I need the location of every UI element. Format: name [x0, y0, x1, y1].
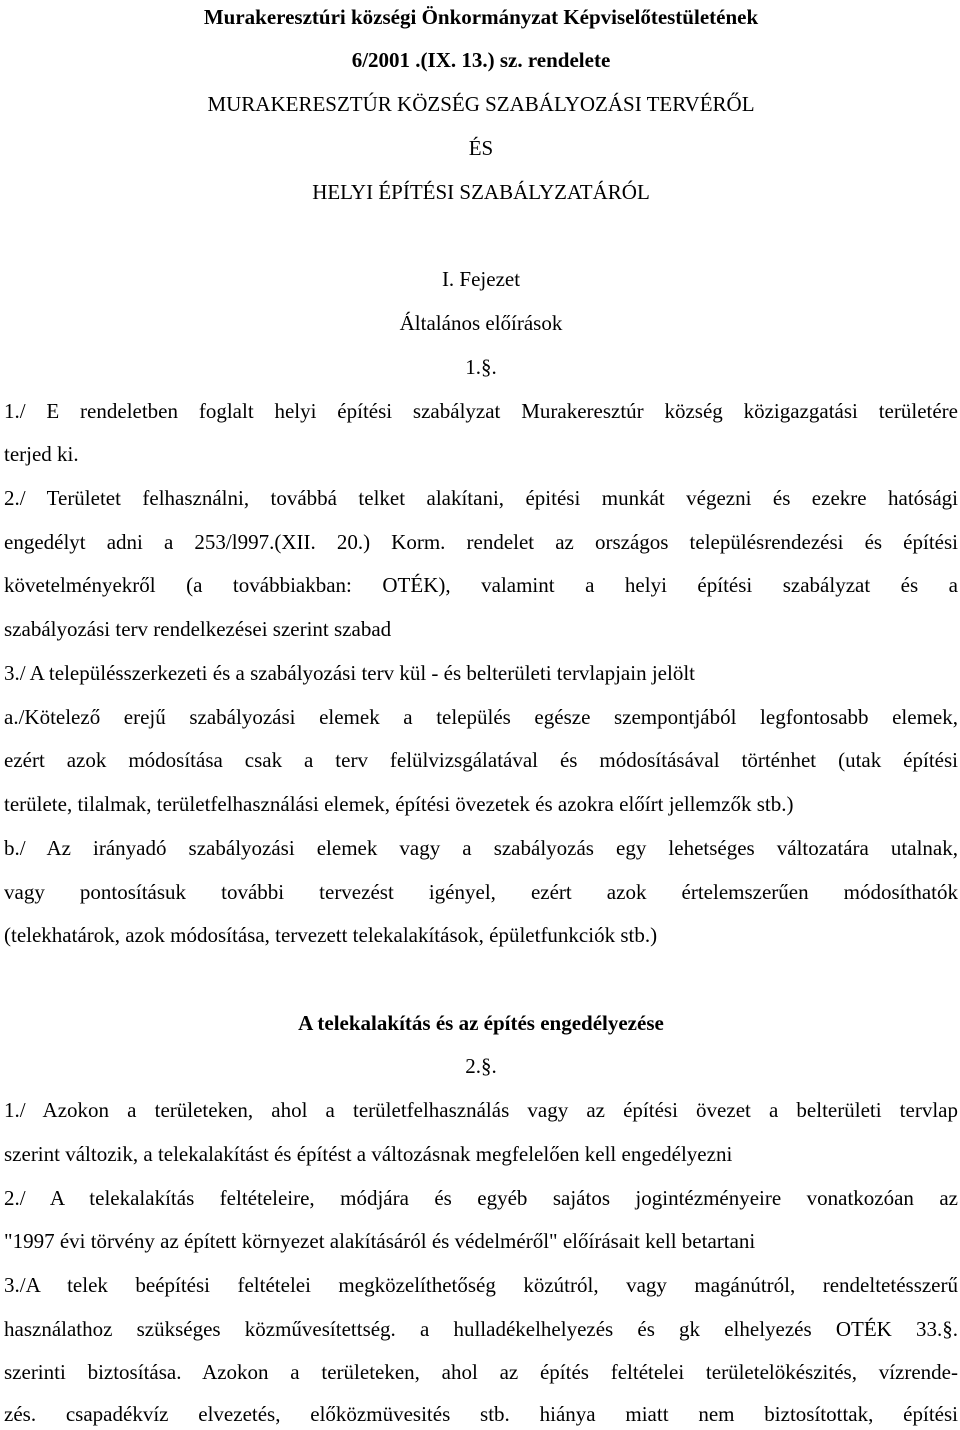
paragraph-line: 1./ E rendeletben foglalt helyi építési szabályzat Murakeresztúr község közigazgatási területére — [4, 399, 958, 423]
chapter-subtitle: A telekalakítás és az építés engedélyezése — [298, 1011, 664, 1035]
paragraph-line: 1./ Azokon a területeken, ahol a területfelhasználás vagy az építési övezet a belterületi tervlap — [4, 1098, 958, 1122]
header-title-line3: HELYI ÉPÍTÉSI SZABÁLYZATÁRÓL — [312, 180, 650, 204]
paragraph-line: zés. csapadékvíz elvezetés, előközmüvesités stb. hiánya miatt nem biztosítottak, építési — [4, 1402, 958, 1426]
header-title-line1: MURAKERESZTÚR KÖZSÉG SZABÁLYOZÁSI TERVÉRŐL — [207, 92, 755, 116]
header-authority: Murakeresztúri községi Önkormányzat Képviselőtestületének — [203, 5, 759, 29]
header-decree-number: 6/2001 .(IX. 13.) sz. rendelete — [351, 48, 611, 72]
paragraph-line: 2./ Területet felhasználni, továbbá telket alakítani, épitési munkát végezni és ezekre hatósági — [4, 486, 958, 510]
chapter-number: I. Fejezet — [441, 267, 521, 291]
paragraph-line: szerint változik, a telekalakítást és építést a változásnak megfelelően kell engedélyezni — [4, 1142, 733, 1166]
paragraph-line: terjed ki. — [4, 442, 79, 466]
paragraph-line: b./ Az irányadó szabályozási elemek vagy a szabályozás egy lehetséges változatára utalnak, — [4, 836, 958, 860]
paragraph-line: 3./ A településszerkezeti és a szabályozási terv kül - és belterületi tervlapjain jelölt — [4, 661, 695, 685]
paragraph-line: engedélyt adni a 253/l997.(XII. 20.) Korm. rendelet az országos településrendezési és építési — [4, 530, 958, 554]
paragraph-line: szerinti biztosítása. Azokon a területeken, ahol az építés feltételei területelökészités, vízrende- — [4, 1360, 958, 1384]
paragraph-line: szabályozási terv rendelkezései szerint szabad — [4, 617, 392, 641]
paragraph-line: a./Kötelező erejű szabályozási elemek a település egésze szempontjából legfontosabb elemek, — [4, 705, 958, 729]
paragraph-line: ezért azok módosítása csak a terv felülvizsgálatával és módosításával történhet (utak építési — [4, 748, 958, 772]
paragraph-line: (telekhatárok, azok módosítása, tervezett telekalakítások, épületfunkciók stb.) — [4, 923, 658, 947]
paragraph-line: követelményekről (a továbbiakban: OTÉK), valamint a helyi építési szabályzat és a — [4, 573, 958, 597]
paragraph-line: 3./A telek beépítési feltételei megközelíthetőség közútról, vagy magánútról, rendeltetésszerű — [4, 1273, 958, 1297]
header-title-line2: ÉS — [468, 136, 494, 160]
paragraph-line: használathoz szükséges közművesítettség. a hulladékelhelyezés és gk elhelyezés OTÉK 33.§. — [4, 1317, 958, 1341]
section-heading-2: 2.§. — [465, 1054, 497, 1078]
paragraph-line: vagy pontosításuk további tervezést igényel, ezért azok értelemszerűen módosíthatók — [4, 880, 958, 904]
chapter-title: Általános előírások — [399, 311, 563, 335]
paragraph-line: "1997 évi törvény az épített környezet alakításáról és védelméről" előírásait kell betartani — [4, 1229, 756, 1253]
paragraph-line: 2./ A telekalakítás feltételeire, módjára és egyéb sajátos jogintézményeire vonatkozóan az — [4, 1186, 958, 1210]
section-heading-1: 1.§. — [465, 355, 497, 379]
paragraph-line: területe, tilalmak, területfelhasználási elemek, építési övezetek és azokra előírt jellemzők stb.) — [4, 792, 794, 816]
